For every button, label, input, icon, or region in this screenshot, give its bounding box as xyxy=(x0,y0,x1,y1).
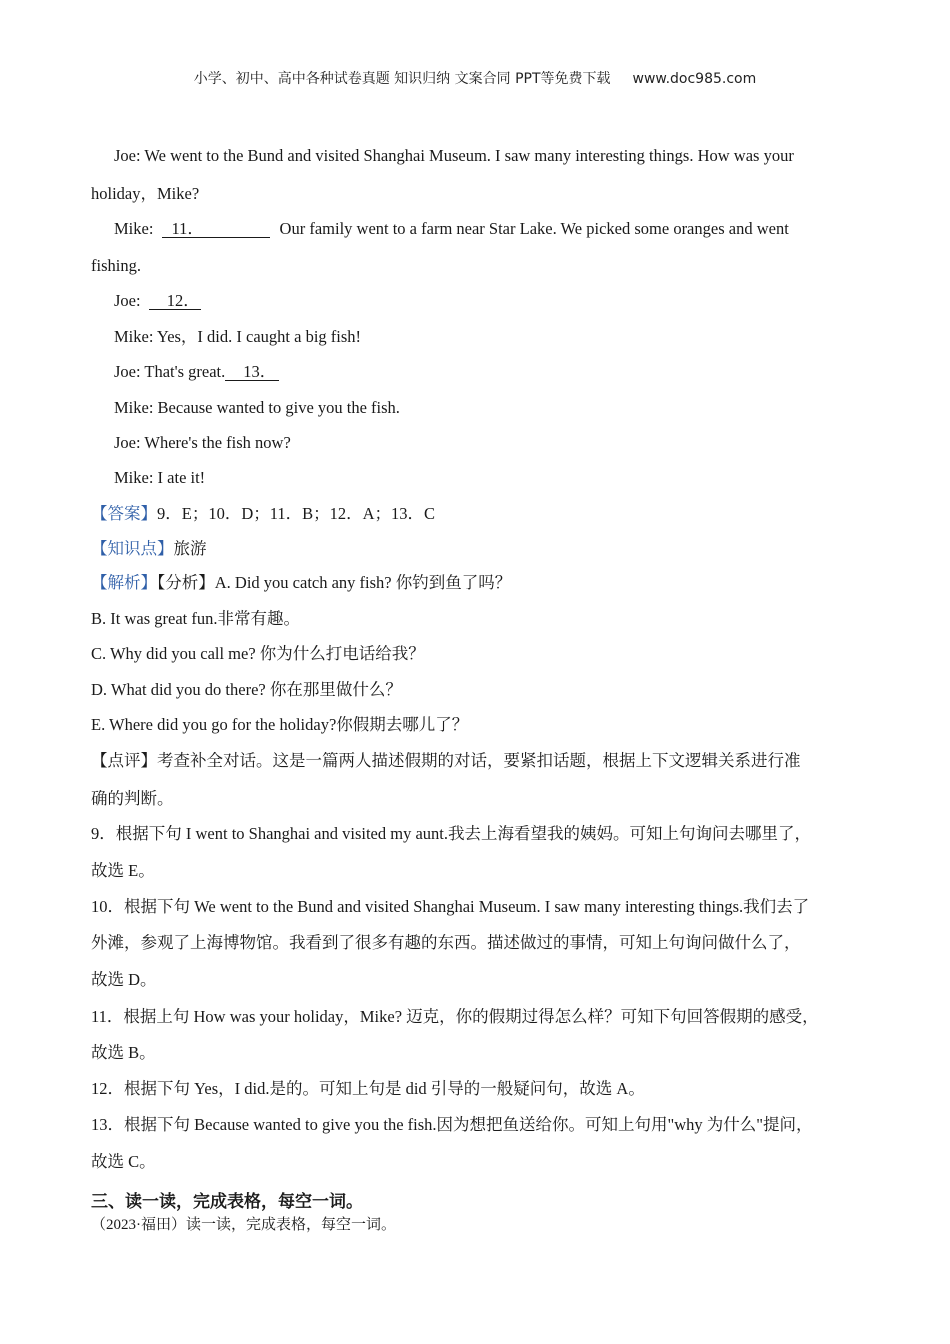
dialogue-line-2: holiday，Mike? xyxy=(91,184,200,203)
dialogue-line-6: Mike: Yes，I did. I caught a big fish! xyxy=(114,327,362,346)
explain-10-line-2: 外滩，参观了上海博物馆。我看到了很多有趣的东西。描述做过的事情，可知上句询问做什么了， xyxy=(91,933,801,952)
analysis-line xyxy=(91,573,511,593)
explain-10-line-3: 故选 D。 xyxy=(91,970,157,989)
dialogue-line-1: Joe: We went to the Bund and visited Shanghai Museum. I saw many interesting things. How was your xyxy=(114,146,794,165)
blank-12[interactable]: 12． xyxy=(149,292,201,310)
comment-line-2: 确的判断。 xyxy=(91,789,174,808)
blank-13[interactable]: 13． xyxy=(225,363,279,381)
section-3-title: 三、读一读，完成表格，每空一词。 xyxy=(91,1192,363,1212)
section-3-source: （2023·福田）读一读，完成表格，每空一词。 xyxy=(91,1217,396,1233)
header-site-link[interactable]: www.doc985.com xyxy=(632,71,757,87)
option-c: C. Why did you call me? 你为什么打电话给我？ xyxy=(91,644,425,663)
explain-13-line-2: 故选 C。 xyxy=(91,1152,156,1171)
explain-11-line-2: 故选 B。 xyxy=(91,1043,156,1062)
speaker-text: Joe: That's great. xyxy=(114,362,226,381)
knowledge-label: 【知识点】 xyxy=(91,539,174,558)
knowledge-line xyxy=(91,539,207,559)
dialogue-line-4: fishing. xyxy=(91,256,141,275)
dialogue-text: Our family went to a farm near Star Lake. We picked some oranges and went xyxy=(279,219,789,238)
header-text: 小学、初中、高中各种试卷真题 知识归纳 文案合同 PPT等免费下载 xyxy=(193,71,611,87)
knowledge-text: 旅游 xyxy=(173,539,207,558)
dialogue-line-5 xyxy=(114,291,201,311)
answer-label: 【答案】 xyxy=(91,504,157,523)
answer-text: 9．E；10．D；11．B；12．A；13．C xyxy=(157,504,436,523)
speaker-text: Joe: xyxy=(114,291,145,310)
dialogue-line-8: Mike: Because wanted to give you the fish. xyxy=(114,398,400,417)
dialogue-line-7 xyxy=(114,362,279,382)
dialogue-line-3 xyxy=(114,219,789,239)
explain-11-line-1: 11．根据上句 How was your holiday，Mike? 迈克，你的假期过得怎么样？可知下句回答假期的感受， xyxy=(91,1007,819,1026)
page-header xyxy=(0,68,950,88)
explain-9-line-2: 故选 E。 xyxy=(91,861,155,880)
comment-line-1: 【点评】考查补全对话。这是一篇两人描述假期的对话，要紧扣话题，根据上下文逻辑关系进行准 xyxy=(91,751,801,770)
analysis-label: 【解析】 xyxy=(91,573,157,592)
analysis-intro: 【分析】A. Did you catch any fish? 你钓到鱼了吗？ xyxy=(157,573,512,592)
explain-12-line: 12．根据下句 Yes，I did.是的。可知上句是 did 引导的一般疑问句，故选 A。 xyxy=(91,1079,645,1098)
dialogue-line-10: Mike: I ate it! xyxy=(114,468,206,487)
explain-9-line-1: 9．根据下句 I went to Shanghai and visited my aunt.我去上海看望我的姨妈。可知上句询问去哪里了， xyxy=(91,824,811,843)
option-d: D. What did you do there? 你在那里做什么？ xyxy=(91,680,402,699)
answer-line xyxy=(91,504,435,524)
option-b: B. It was great fun.非常有趣。 xyxy=(91,609,300,628)
dialogue-line-9: Joe: Where's the fish now? xyxy=(114,433,291,452)
explain-13-line-1: 13．根据下句 Because wanted to give you the fish.因为想把鱼送给你。可知上句用"why 为什么"提问， xyxy=(91,1115,813,1134)
speaker-text: Mike: xyxy=(114,219,158,238)
option-e: E. Where did you go for the holiday?你假期去哪儿了？ xyxy=(91,715,469,734)
blank-11[interactable]: 11． xyxy=(162,220,270,238)
explain-10-line-1: 10．根据下句 We went to the Bund and visited Shanghai Museum. I saw many interesting things.我们去了 xyxy=(91,897,810,916)
